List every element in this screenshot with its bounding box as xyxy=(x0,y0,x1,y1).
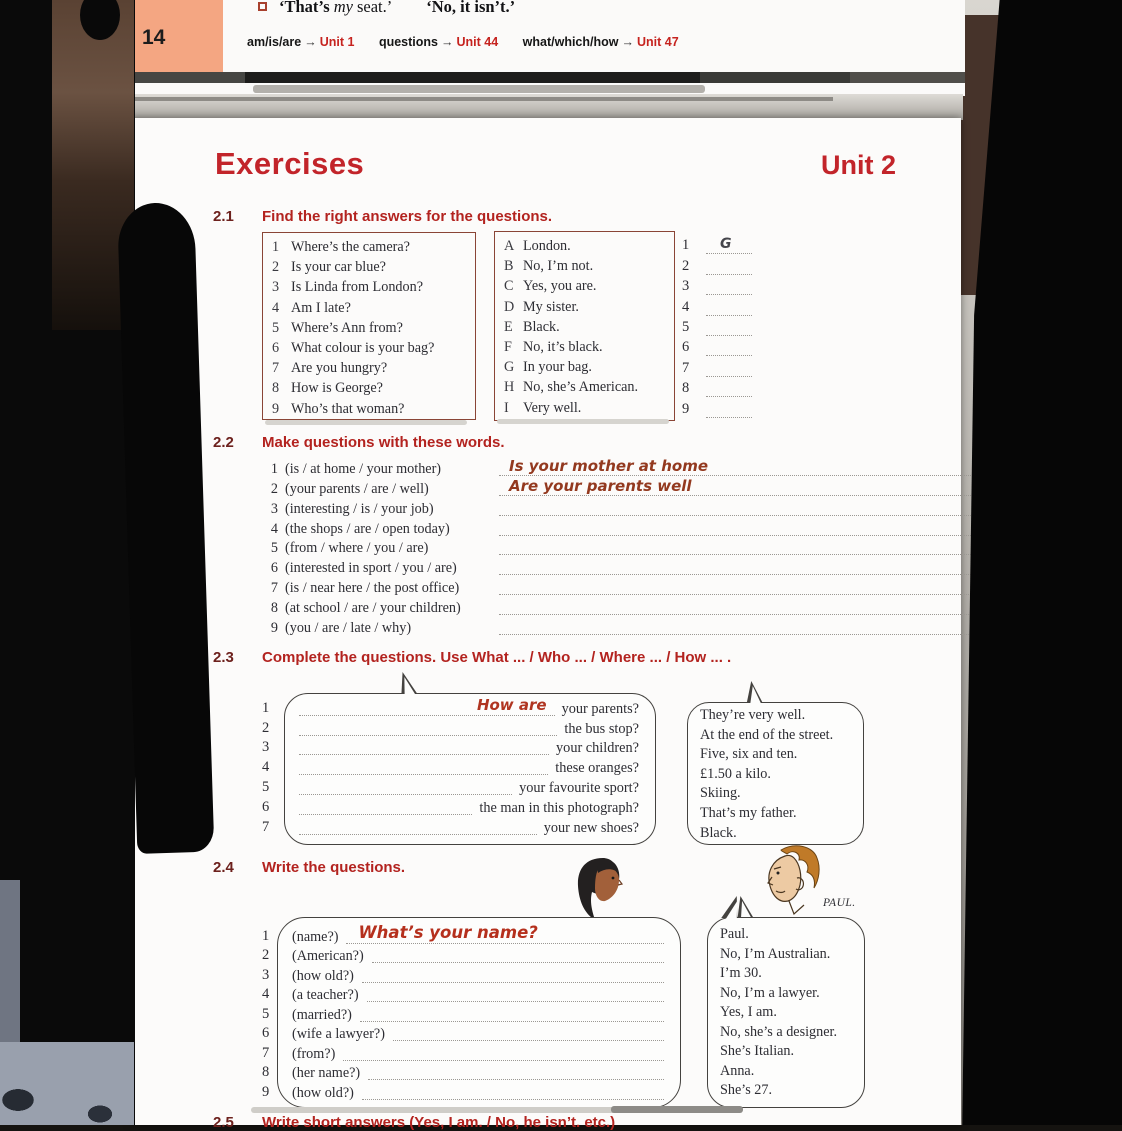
answer-row: G In your bag. xyxy=(504,359,592,376)
shadow-smudge xyxy=(497,419,669,424)
bubble-row: (how old?) xyxy=(292,965,666,985)
row-numbers: 1 2 3 4 5 6 7 xyxy=(262,699,270,835)
answer-line xyxy=(299,740,549,755)
bubble-row: your new shoes? xyxy=(299,817,639,837)
matching-answer-slots xyxy=(682,234,752,418)
answer-slot: 8 xyxy=(682,377,752,397)
answer-slot: 9 xyxy=(682,397,752,417)
example-dialogue-line xyxy=(258,0,515,17)
handwritten-answer: What’s your name? xyxy=(358,922,538,942)
reply-line: Anna. xyxy=(720,1062,755,1079)
answer-slot: 5 xyxy=(682,316,752,336)
bubble-row: the man in this photograph? xyxy=(299,797,639,817)
question-row: 1 Where’s the camera? xyxy=(272,239,410,255)
dialogue-italic: my xyxy=(333,0,353,16)
answer-line xyxy=(499,540,1023,555)
question-row: 2 Is your car blue? xyxy=(272,259,386,276)
question-row: 9 Who’s that woman? xyxy=(272,400,405,417)
portrait-label: PAUL. xyxy=(823,897,856,909)
answer-line xyxy=(499,600,1023,615)
bubble-row: (a teacher?) xyxy=(292,985,666,1005)
arrow-icon: → xyxy=(304,35,317,49)
bubble-row: (wife a lawyer?) xyxy=(292,1024,666,1044)
reply-line: £1.50 a kilo. xyxy=(700,765,771,782)
unit-label: Unit 2 xyxy=(821,150,897,180)
paul-portrait-illustration xyxy=(749,844,827,918)
unit-reference: am/is/are → Unit 1 xyxy=(247,35,355,49)
reply-line: At the end of the street. xyxy=(700,726,834,743)
shadow-smudge xyxy=(265,420,467,425)
bubble-row: (her name?) xyxy=(292,1063,666,1083)
answer-line xyxy=(360,1007,664,1022)
answer-line xyxy=(499,456,1023,476)
question-speech-bubble xyxy=(277,917,681,1108)
page-title: Exercises xyxy=(215,146,365,181)
exercise-item: 4 (the shops / are / open today) xyxy=(261,518,1038,538)
woman-portrait-illustration xyxy=(569,856,633,922)
page-gap-line xyxy=(133,97,833,101)
checkbox-bullet-icon xyxy=(258,2,267,11)
unit-reference: questions → Unit 44 xyxy=(378,35,499,49)
reply-line: Yes, I am. xyxy=(720,1004,777,1020)
shadow-smudge xyxy=(253,85,705,93)
question-speech-bubble xyxy=(284,693,656,845)
exercise-item: 8 (at school / are / your children) xyxy=(261,597,1038,617)
answer-row: D My sister. xyxy=(504,298,579,315)
reply-line: No, I’m Australian. xyxy=(720,945,831,962)
answer-line xyxy=(299,780,512,795)
exercise-instruction: Find the right answers for the questions. xyxy=(262,208,553,225)
answer-line xyxy=(343,1046,664,1061)
bubble-row: your children? xyxy=(299,738,639,758)
bubble-row: these oranges? xyxy=(299,757,639,777)
exercise-number: 2.3 xyxy=(213,649,234,666)
exercise-item: 9 (you / are / late / why) xyxy=(261,617,1038,637)
answer-slot: 1 G xyxy=(682,234,752,254)
reply-line: I’m 30. xyxy=(720,965,762,981)
questions-box xyxy=(262,232,476,420)
answer-line xyxy=(499,620,1023,635)
exercise-item: 5 (from / where / you / are) xyxy=(261,538,1038,558)
reply-line: No, she’s a designer. xyxy=(720,1023,838,1040)
answer-line xyxy=(367,987,664,1002)
handwritten-answer: Is your mother at home xyxy=(509,456,708,475)
question-row: 5 Where’s Ann from? xyxy=(272,319,403,336)
reply-line: Paul. xyxy=(720,926,749,942)
reply-speech-bubble xyxy=(687,702,864,845)
answer-slot: 6 xyxy=(682,336,752,356)
dialogue-bold: ‘That’s xyxy=(279,0,330,16)
exercise-instruction: Complete the questions. Use What ... / Who ... / Where ... / How ... . xyxy=(262,649,732,666)
reply-line: Skiing. xyxy=(700,785,741,802)
shadow-smudge xyxy=(611,1106,743,1113)
page-number: 14 xyxy=(142,26,166,49)
bubble-row: (married?) xyxy=(292,1004,666,1024)
exercise-number: 2.5 xyxy=(213,1114,234,1131)
answer-slot: 4 xyxy=(682,295,752,315)
reply-line: That’s my father. xyxy=(700,804,797,821)
answer-line xyxy=(368,1065,664,1080)
arrow-icon: → xyxy=(621,35,634,49)
row-numbers: 1 2 3 4 5 6 7 8 9 xyxy=(262,927,270,1100)
answer-line xyxy=(299,820,537,835)
bubble-row: your favourite sport? xyxy=(299,777,639,797)
answer-line xyxy=(499,521,1023,536)
reply-line: Five, six and ten. xyxy=(700,746,798,763)
question-row: 4 Am I late? xyxy=(272,299,351,316)
bubble-row: (how old?) xyxy=(292,1082,666,1102)
question-row: 3 Is Linda from London? xyxy=(272,279,423,296)
exercise-number: 2.4 xyxy=(213,859,234,876)
bubble-row: (from?) xyxy=(292,1043,666,1063)
answer-line xyxy=(346,922,664,944)
exercise-instruction: Write short answers (Yes, I am. / No, he isn’t. etc.) xyxy=(262,1114,616,1131)
dialogue-reply: ‘No, it isn’t.’ xyxy=(426,0,516,16)
answer-row: C Yes, you are. xyxy=(504,278,597,295)
handwritten-answer: Are your parents well xyxy=(509,476,692,495)
answer-slot: 2 xyxy=(682,254,752,274)
exercise-number: 2.2 xyxy=(213,434,234,451)
exercise-item: 6 (interested in sport / you / are) xyxy=(261,557,1038,577)
page-bottom-rule xyxy=(133,72,965,83)
answer-slot: 7 xyxy=(682,356,752,376)
answer-line xyxy=(393,1026,664,1041)
answer-line xyxy=(499,501,1023,516)
answer-row: A London. xyxy=(504,238,571,254)
question-row: 7 Are you hungry? xyxy=(272,360,388,377)
reply-line: She’s Italian. xyxy=(720,1043,795,1059)
answer-row: H No, she’s American. xyxy=(504,379,639,396)
answer-slot: 3 xyxy=(682,275,752,295)
unit-reference: what/which/how → Unit 47 xyxy=(522,35,679,49)
make-questions-list xyxy=(261,458,1038,637)
previous-page-strip xyxy=(133,0,965,96)
handwritten-answer: How are xyxy=(476,695,547,714)
fabric-background xyxy=(0,880,20,1044)
reply-line: She’s 27. xyxy=(720,1082,773,1098)
reply-line: They’re very well. xyxy=(700,707,806,723)
exercise-item: 2 (your parents / are / well) Are your parents well xyxy=(261,478,1038,498)
answer-line xyxy=(499,476,1023,496)
answers-box xyxy=(494,231,675,421)
bubble-row: (name?) What’s your name? xyxy=(292,926,666,946)
exercise-item: 1 (is / at home / your mother) Is your mother at home xyxy=(261,458,1038,478)
fabric-background xyxy=(0,1042,134,1125)
answer-line xyxy=(362,968,664,983)
answer-line xyxy=(499,560,1023,575)
question-row: 8 How is George? xyxy=(272,380,383,397)
bubble-row: How are your parents? xyxy=(299,698,639,718)
exercise-instruction: Write the questions. xyxy=(262,859,406,876)
handwritten-answer: G xyxy=(720,236,732,253)
question-row: 6 What colour is your bag? xyxy=(272,339,435,356)
unit-cross-references xyxy=(247,35,700,49)
dialogue-rest: seat.’ xyxy=(356,0,393,16)
exercise-number: 2.1 xyxy=(213,208,234,225)
reply-line: No, I’m a lawyer. xyxy=(720,984,820,1001)
shadow-smudge xyxy=(251,1107,633,1113)
bubble-row: (American?) xyxy=(292,946,666,966)
reply-line: Black. xyxy=(700,824,737,841)
answer-row: E Black. xyxy=(504,318,560,335)
arrow-icon: → xyxy=(440,35,454,49)
answer-line xyxy=(299,760,548,775)
reply-speech-bubble xyxy=(707,917,865,1108)
answer-row: F No, it’s black. xyxy=(504,338,603,355)
exercise-item: 3 (interesting / is / your job) xyxy=(261,498,1038,518)
exercises-page xyxy=(131,118,961,1131)
bubble-row: the bus stop? xyxy=(299,718,639,738)
answer-row: I Very well. xyxy=(504,399,582,416)
answer-line xyxy=(299,800,472,815)
answer-line xyxy=(362,1085,664,1100)
answer-row: B No, I’m not. xyxy=(504,258,594,275)
answer-line xyxy=(299,695,555,716)
answer-line xyxy=(372,948,664,963)
answer-line xyxy=(299,721,557,736)
exercise-instruction: Make questions with these words. xyxy=(262,434,505,451)
answer-line xyxy=(499,580,1023,595)
exercise-item: 7 (is / near here / the post office) xyxy=(261,577,1038,597)
